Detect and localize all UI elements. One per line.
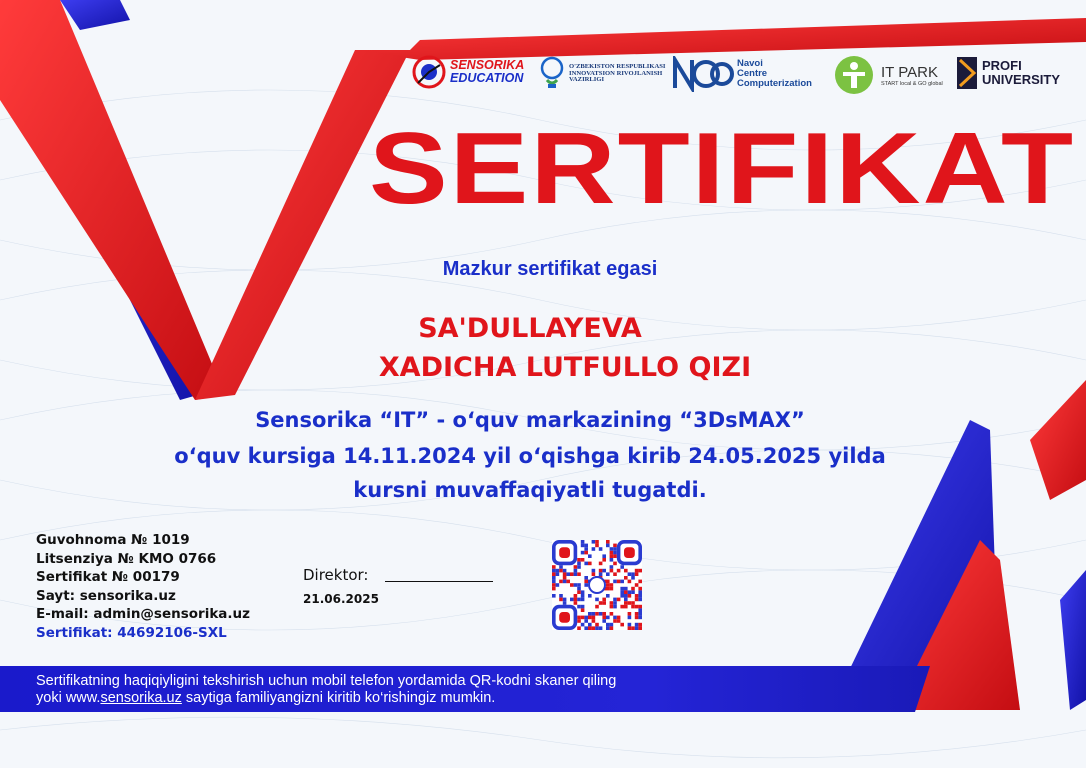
- footer-line-2-suffix: saytiga familiyangizni kiritib ko‘rishingiz mumkin.: [181, 690, 496, 706]
- navoi-line2: Centre: [737, 68, 768, 80]
- certificate-subtitle: Mazkur sertifikat egasi: [442, 258, 658, 280]
- issue-date: 21.06.2025: [303, 592, 379, 606]
- litsenziya-number: Litsenziya № KMO 0766: [36, 551, 217, 567]
- sensorika-sub: EDUCATION: [450, 71, 524, 85]
- profi-emblem-icon: [956, 56, 978, 90]
- itpark-name: IT PARK: [881, 63, 938, 81]
- body-line-2: o‘quv kursiga 14.11.2024 yil o‘qishga kirib 24.05.2025 yilda: [174, 444, 886, 468]
- recipient-given-name: XADICHA LUTFULLO QIZI: [378, 352, 752, 383]
- navoi-line1: Navoi: [737, 58, 763, 70]
- director-label: Direktor:: [303, 566, 369, 584]
- body-line-1: Sensorika “IT” - o‘quv markazining “3DsMAX”: [255, 408, 805, 432]
- qr-code[interactable]: [552, 540, 642, 630]
- itpark-logo: [833, 54, 943, 96]
- ministry-line1: O'ZBEKISTON RESPUBLIKASI: [569, 62, 666, 70]
- ministry-line3: VAZIRLIGI: [569, 76, 605, 84]
- profi-line2: UNIVERSITY: [982, 72, 1061, 87]
- ministry-line2: INNOVATSION RIVOJLANISH: [569, 69, 663, 77]
- signature-line: [385, 581, 493, 582]
- footer-line-2-prefix: yoki www.: [36, 690, 101, 706]
- recipient-surname: SA'DULLAYEVA: [418, 313, 642, 344]
- email: E-mail: admin@sensorika.uz: [36, 606, 251, 622]
- itpark-tagline: START local & GO global: [881, 80, 943, 87]
- qr-code-icon: [552, 540, 642, 630]
- lightbulb-icon: [538, 56, 566, 92]
- ministry-logo: [538, 56, 665, 92]
- footer-line-1: Sertifikatning haqiqiyligini tekshirish uchun mobil telefon yordamida QR-kodni skaner qiling: [36, 673, 617, 689]
- ncc-emblem-icon: [672, 56, 734, 92]
- certificate-id: Sertifikat: 44692106-SXL: [36, 625, 227, 641]
- profi-line1: PROFI: [982, 58, 1022, 74]
- certificate-title: SERTIFIKAT: [368, 111, 1076, 226]
- sensorika-logo: [412, 55, 524, 89]
- guvohnoma-number: Guvohnoma № 1019: [36, 532, 190, 548]
- navoi-logo: [672, 56, 812, 92]
- profi-logo: [956, 56, 1060, 90]
- sensorika-emblem-icon: [412, 55, 446, 89]
- body-line-3: kursni muvaffaqiyatli tugatdi.: [353, 478, 707, 502]
- sensorika-name: SENSORIKA: [450, 57, 525, 72]
- navoi-line3: Computerization: [737, 77, 812, 89]
- certificate-number: Sertifikat № 00179: [36, 569, 180, 585]
- itpark-emblem-icon: [833, 54, 875, 96]
- footer-line-2: [36, 690, 495, 706]
- website: Sayt: sensorika.uz: [36, 588, 176, 604]
- footer-link[interactable]: sensorika.uz: [100, 690, 182, 706]
